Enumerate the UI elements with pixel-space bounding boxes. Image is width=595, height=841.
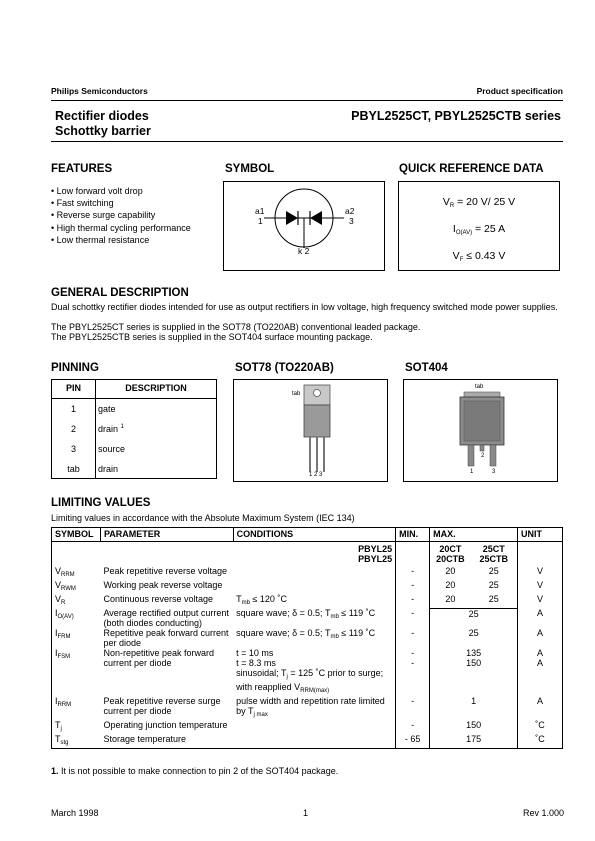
min-cell: - (396, 580, 430, 594)
min-cell: - (396, 696, 430, 720)
anode1-label: a1 (255, 206, 265, 216)
qrd-io-value: = 25 A (475, 223, 506, 235)
pinning-table (51, 379, 217, 479)
sot404-pin3: 3 (492, 469, 496, 475)
limiting-subtitle: Limiting values in accordance with the Absolute Maximum System (IEC 134) (51, 513, 355, 523)
qrd-vf: $V_F \le 0.43$ V (452, 250, 506, 263)
limiting-row (52, 628, 563, 648)
conditions-cell: square wave; δ = 0.5; $T_{mb} \le 119$ ˚C (236, 628, 376, 640)
pin-desc-text: drain (98, 424, 119, 434)
parameter-cell: Continuous reverse voltage (103, 594, 214, 604)
pin-number: 1 (70, 404, 76, 414)
parameter-cell: Working peak reverse voltage (103, 580, 223, 590)
pin-number: 2 (70, 424, 76, 434)
sot404-pin2: 2 (481, 453, 485, 459)
feature-item: • Low forward volt drop (51, 185, 191, 197)
conditions-cell: pulse width and repetition rate limited by $T_{j max}$ (236, 696, 385, 718)
max-cell: 25 (488, 566, 499, 576)
parameter-cell: Average rectified output current (both diodes conducting) (103, 608, 229, 628)
feature-item: • Fast switching (51, 197, 191, 209)
cathode-label: k 2 (298, 246, 310, 256)
symbol-cell: $V_R$ (52, 594, 101, 608)
parameter-cell: Peak repetitive reverse voltage (103, 566, 228, 576)
sot404-tab-label: tab (475, 384, 484, 390)
pinning-col-rule (95, 380, 96, 478)
sot78-tab-label: tab (292, 391, 301, 397)
sot78-box (233, 379, 388, 482)
variant-20ct: 20CT (439, 544, 462, 554)
col-min: MIN. (396, 528, 430, 542)
max-cell: 175 (430, 734, 518, 749)
qrd-heading: QUICK REFERENCE DATA (399, 163, 544, 175)
pinning-heading: PINNING (51, 362, 99, 374)
min-cell: - (396, 720, 430, 734)
symbol-cell: $V_{RRM}$ (52, 564, 101, 580)
conditions-cell (233, 580, 396, 594)
limiting-table (51, 527, 563, 749)
limiting-row (52, 608, 563, 628)
footer-page: 1 (303, 808, 309, 818)
pin-desc: source (98, 444, 126, 454)
unit-cell: A (518, 696, 563, 720)
limiting-row (52, 720, 563, 734)
variant-25 (471, 542, 518, 565)
footnote-text: It is not possible to make connection to pin 2 of the SOT404 package. (61, 766, 339, 776)
anode2-label: a2 (345, 206, 355, 216)
footnote (51, 766, 338, 776)
type-prefix (233, 542, 396, 565)
header-rule (51, 100, 563, 101)
min-cell: - - (396, 648, 430, 696)
conditions-cell (233, 720, 396, 734)
company-name: Philips Semiconductors (51, 86, 148, 96)
unit-cell: A (518, 628, 563, 648)
d2pak-package-drawing (404, 380, 557, 481)
feature-item: • High thermal cycling performance (51, 222, 191, 234)
feature-item: • Low thermal resistance (51, 234, 191, 246)
max-cell: 20 (430, 580, 471, 594)
feature-item: • Reverse surge capability (51, 209, 191, 221)
title-line2: Schottky barrier (55, 124, 151, 138)
sot404-pin1: 1 (470, 469, 474, 475)
min-cell: - 65 (396, 734, 430, 749)
pin1-label: 1 (258, 216, 263, 226)
conditions-cell (233, 564, 396, 580)
variant-25ct: 25CT (482, 544, 505, 554)
pin-desc: gate (98, 404, 116, 414)
max-cell: 20 (430, 594, 471, 608)
features-list (51, 185, 191, 246)
conditions-cell: t = 10 ms t = 8.3 ms sinusoidal; $T_j = 125$ ˚C prior to surge; with reapplied $V_{RRM(max)}$ (236, 648, 384, 694)
parameter-cell: Peak repetitive reverse surge current per diode (103, 696, 221, 716)
title-line1: Rectifier diodes (55, 109, 149, 123)
pin-number: tab (67, 464, 80, 474)
qrd-vr-value: = 20 V/ 25 V (457, 196, 516, 208)
unit-cell: V (518, 594, 563, 608)
max-cell: 135 150 (430, 648, 518, 696)
parameter-cell: Operating junction temperature (103, 720, 228, 730)
symbol-cell: $I_{FRM}$ (52, 628, 101, 648)
symbol-heading: SYMBOL (225, 163, 275, 175)
variant-25ctb: 25CTB (479, 554, 509, 564)
symbol-cell: $T_j$ (52, 720, 101, 734)
title-rule (51, 141, 563, 142)
max-cell: 150 (430, 720, 518, 734)
limiting-row (52, 734, 563, 749)
col-conditions: CONDITIONS (233, 528, 396, 542)
unit-cell: ˚C (518, 720, 563, 734)
qrd-vf-value: ≤ 0.43 V (466, 250, 506, 262)
symbol-cell: $I_{RRM}$ (52, 696, 101, 720)
limiting-row (52, 580, 563, 594)
parameter-cell: Repetitive peak forward current per diode (103, 628, 229, 648)
sot78-heading: SOT78 (TO220AB) (235, 362, 334, 374)
type-prefix-2: PBYL25 (358, 554, 393, 564)
max-cell: 20 (430, 564, 471, 580)
pin3-label: 3 (349, 216, 354, 226)
limiting-row (52, 696, 563, 720)
symbol-cell: $V_{RWM}$ (52, 580, 101, 594)
symbol-cell: $I_{O(AV)}$ (52, 608, 101, 628)
unit-cell: V (518, 580, 563, 594)
sot404-box (403, 379, 558, 482)
limiting-heading: LIMITING VALUES (51, 497, 151, 509)
footnote-ref: 1 (120, 424, 124, 430)
min-cell: - (396, 628, 430, 648)
sot404-heading: SOT404 (405, 362, 448, 374)
conditions-cell: square wave; δ = 0.5; $T_{mb} \le 119$ ˚C (236, 608, 376, 620)
limiting-row (52, 594, 563, 608)
limiting-row (52, 564, 563, 580)
footnote-number: 1. (51, 766, 59, 776)
limiting-table-wrap (51, 527, 563, 749)
pin-number: 3 (70, 444, 76, 454)
symbol-cell: $T_{stg}$ (52, 734, 101, 749)
unit-cell: A A (518, 648, 563, 696)
symbol-cell: $I_{FSM}$ (52, 648, 101, 696)
min-cell: - (396, 594, 430, 608)
variant-20ctb: 20CTB (436, 554, 465, 564)
unit-cell: A (518, 608, 563, 628)
pin-desc: drain (98, 464, 119, 474)
footer-date: March 1998 (51, 808, 99, 818)
col-unit: UNIT (518, 528, 563, 542)
to220-package-drawing (234, 380, 387, 481)
general-p1: Dual schottky rectifier diodes intended for use as output rectifiers in low voltage, high frequency switched mode power supplies. (51, 302, 558, 312)
features-heading: FEATURES (51, 163, 113, 175)
qrd-io: $I_{O(AV)} = 25$ A (452, 223, 506, 236)
parameter-cell: Storage temperature (100, 734, 233, 749)
desc-col-header: DESCRIPTION (125, 383, 187, 393)
max-cell: 25 (488, 580, 499, 590)
limiting-row (52, 648, 563, 696)
col-max: MAX. (430, 528, 518, 542)
symbol-box (223, 181, 385, 271)
type-prefix-1: PBYL25 (358, 544, 393, 554)
col-symbol: SYMBOL (52, 528, 101, 542)
max-cell: 1 (430, 696, 518, 720)
series-title: PBYL2525CT, PBYL2525CTB series (351, 109, 561, 123)
pinning-header-rule (52, 398, 216, 399)
col-parameter: PARAMETER (100, 528, 233, 542)
max-cell: 25 (488, 594, 499, 604)
general-p2: The PBYL2525CT series is supplied in the SOT78 (TO220AB) conventional leaded package. (51, 321, 421, 332)
footer-rev: Rev 1.000 (522, 808, 564, 818)
max-cell: 25 (430, 628, 518, 648)
qrd-vr: $V_R = 20$ V/ 25 V (442, 196, 516, 209)
general-heading: GENERAL DESCRIPTION (51, 287, 189, 299)
unit-cell: ˚C (518, 734, 563, 749)
parameter-cell: Non-repetitive peak forward current per diode (103, 648, 215, 668)
variant-20 (430, 542, 471, 565)
max-cell: 25 (430, 608, 518, 628)
doc-type: Product specification (476, 86, 563, 96)
conditions-cell (233, 734, 396, 749)
qrd-box (398, 181, 560, 271)
pin-desc (98, 424, 124, 434)
min-cell: - (396, 564, 430, 580)
sot78-pin-labels: 1 2 3 (309, 472, 323, 478)
general-description (51, 302, 565, 343)
min-cell: - (396, 608, 430, 628)
unit-cell: V (518, 564, 563, 580)
conditions-cell: $T_{mb} \le 120$ ˚C (236, 594, 287, 606)
pin-col-header: PIN (65, 383, 81, 393)
general-p3: The PBYL2525CTB series is supplied in the SOT404 surface mounting package. (51, 332, 373, 342)
